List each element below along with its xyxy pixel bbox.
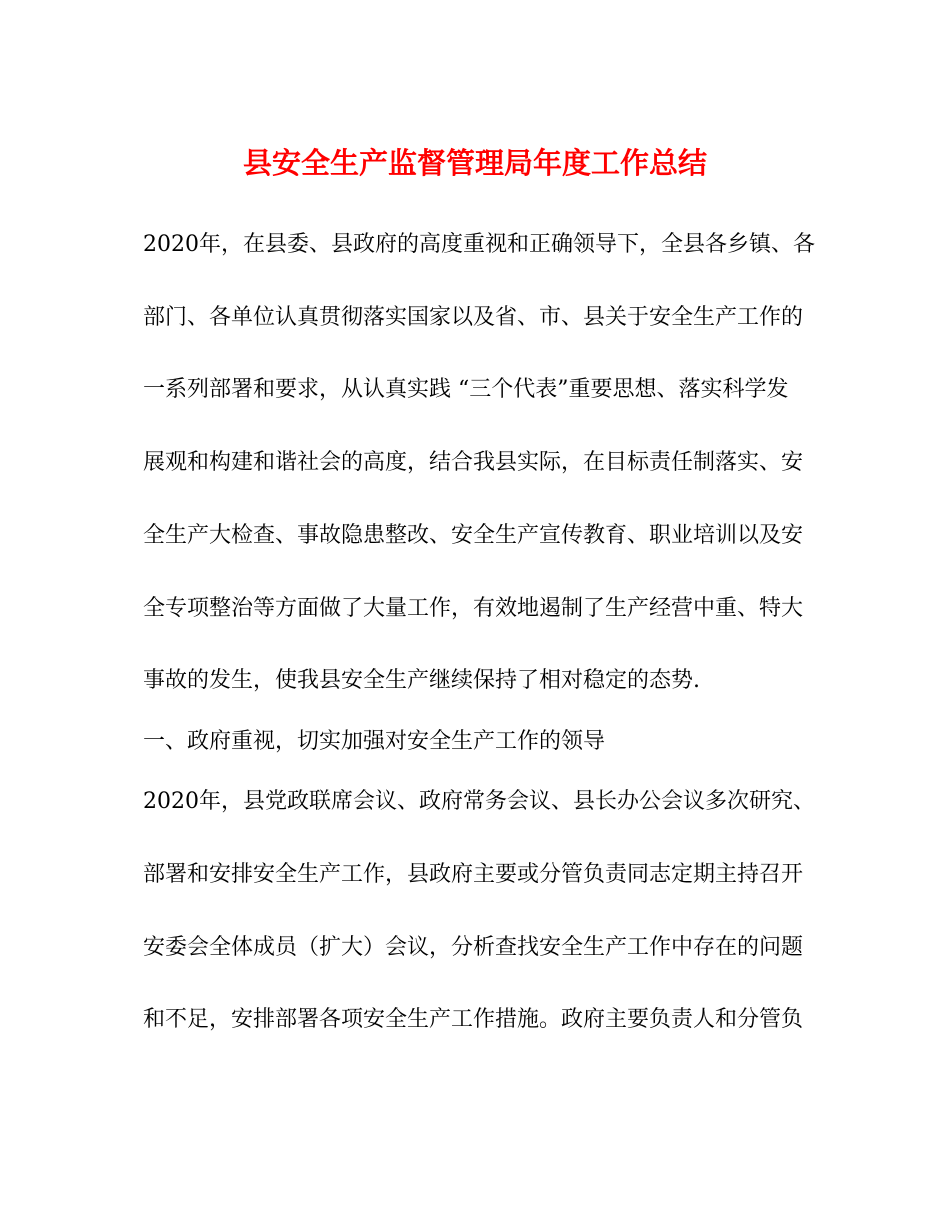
body-line: 和不足，安排部署各项安全生产工作措施。政府主要负责人和分管负: [143, 1007, 804, 1032]
body-line: 2020年，县党政联席会议、政府常务会议、县长办公会议多次研究、: [143, 789, 815, 814]
body-line: 事故的发生，使我县安全生产继续保持了相对稳定的态势.: [143, 668, 700, 693]
body-line: 全生产大检查、事故隐患整改、安全生产宣传教育、职业培训以及安: [143, 523, 804, 548]
body-line: 2020年，在县委、县政府的高度重视和正确领导下，全县各乡镇、各: [143, 232, 815, 257]
body-line: 部署和安排安全生产工作，县政府主要或分管负责同志定期主持召开: [143, 862, 804, 887]
section-heading: 一、政府重视，切实加强对安全生产工作的领导: [143, 729, 606, 754]
document-title: 县安全生产监督管理局年度工作总结: [242, 146, 707, 180]
body-line: 部门、各单位认真贯彻落实国家以及省、市、县关于安全生产工作的: [143, 305, 804, 330]
body-line: 一系列部署和要求，从认真实践 “三个代表”重要思想、落实科学发: [143, 377, 789, 402]
body-line: 安委会全体成员（扩大）会议，分析查找安全生产工作中存在的问题: [143, 935, 804, 960]
body-line: 展观和构建和谐社会的高度，结合我县实际，在目标责任制落实、安: [143, 450, 804, 475]
body-line: 全专项整治等方面做了大量工作，有效地遏制了生产经营中重、特大: [143, 596, 804, 621]
